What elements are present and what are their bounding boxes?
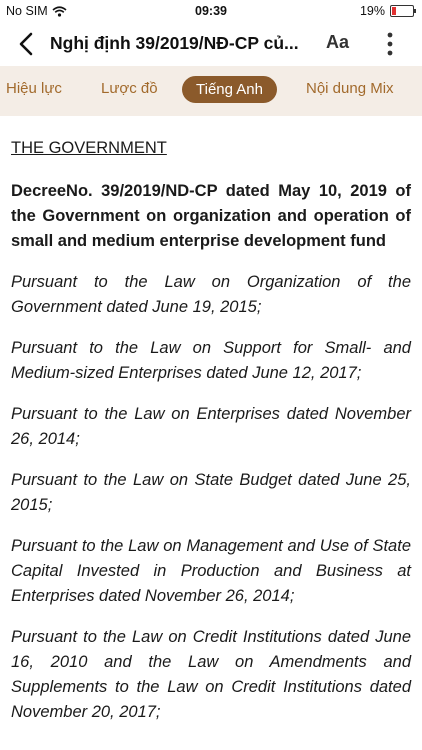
battery-icon bbox=[390, 5, 414, 17]
battery-percent: 19% bbox=[359, 4, 385, 18]
font-size-button[interactable]: Aa bbox=[326, 32, 350, 52]
tab-tieng-anh[interactable]: Tiếng Anh bbox=[182, 76, 277, 103]
pursuant-paragraph: Pursuant to the Law on Management and Use of State Capital Invested in Production and Business at Enterprises dated November 26, 2014; bbox=[11, 537, 411, 605]
pursuant-paragraph: Pursuant to the Law on Credit Institutions dated June 16, 2010 and the Law on Amendments and Supplements to the Law on Credit Institutions dated November 20, 2017; bbox=[11, 628, 411, 721]
document-heading: THE GOVERNMENT bbox=[11, 139, 167, 157]
status-time: 09:39 bbox=[195, 4, 227, 18]
status-right bbox=[360, 4, 414, 18]
tab-luoc-do[interactable]: Lược đồ bbox=[101, 80, 158, 97]
back-icon[interactable] bbox=[14, 30, 40, 58]
document-body bbox=[0, 116, 422, 725]
nav-bar bbox=[0, 22, 422, 66]
pursuant-paragraph: Pursuant to the Law on Enterprises dated November 26, 2014; bbox=[11, 405, 411, 448]
decree-title: DecreeNo. 39/2019/ND-CP dated May 10, 2019 of the Government on organization and operation of small and medium enterprise development fund bbox=[11, 182, 411, 250]
document-scroll-area[interactable] bbox=[0, 116, 422, 750]
tab-bar bbox=[0, 66, 422, 116]
pursuant-paragraph: Pursuant to the Law on Organization of the Government dated June 19, 2015; bbox=[11, 273, 411, 316]
tab-hieu-luc[interactable]: Hiệu lực bbox=[6, 80, 62, 97]
pursuant-paragraph: Pursuant to the Law on Support for Small- and Medium-sized Enterprises dated June 12, 2017; bbox=[11, 339, 411, 382]
pursuant-paragraph: Pursuant to the Law on State Budget dated June 25, 2015; bbox=[11, 471, 411, 514]
page-title: Nghị định 39/2019/NĐ-CP củ... bbox=[50, 33, 299, 53]
tab-noi-dung-mix[interactable]: Nội dung Mix bbox=[306, 80, 394, 97]
carrier-label: No SIM bbox=[6, 4, 48, 18]
battery-level bbox=[392, 7, 396, 15]
status-bar bbox=[0, 0, 422, 22]
more-vertical-icon[interactable] bbox=[384, 30, 396, 58]
